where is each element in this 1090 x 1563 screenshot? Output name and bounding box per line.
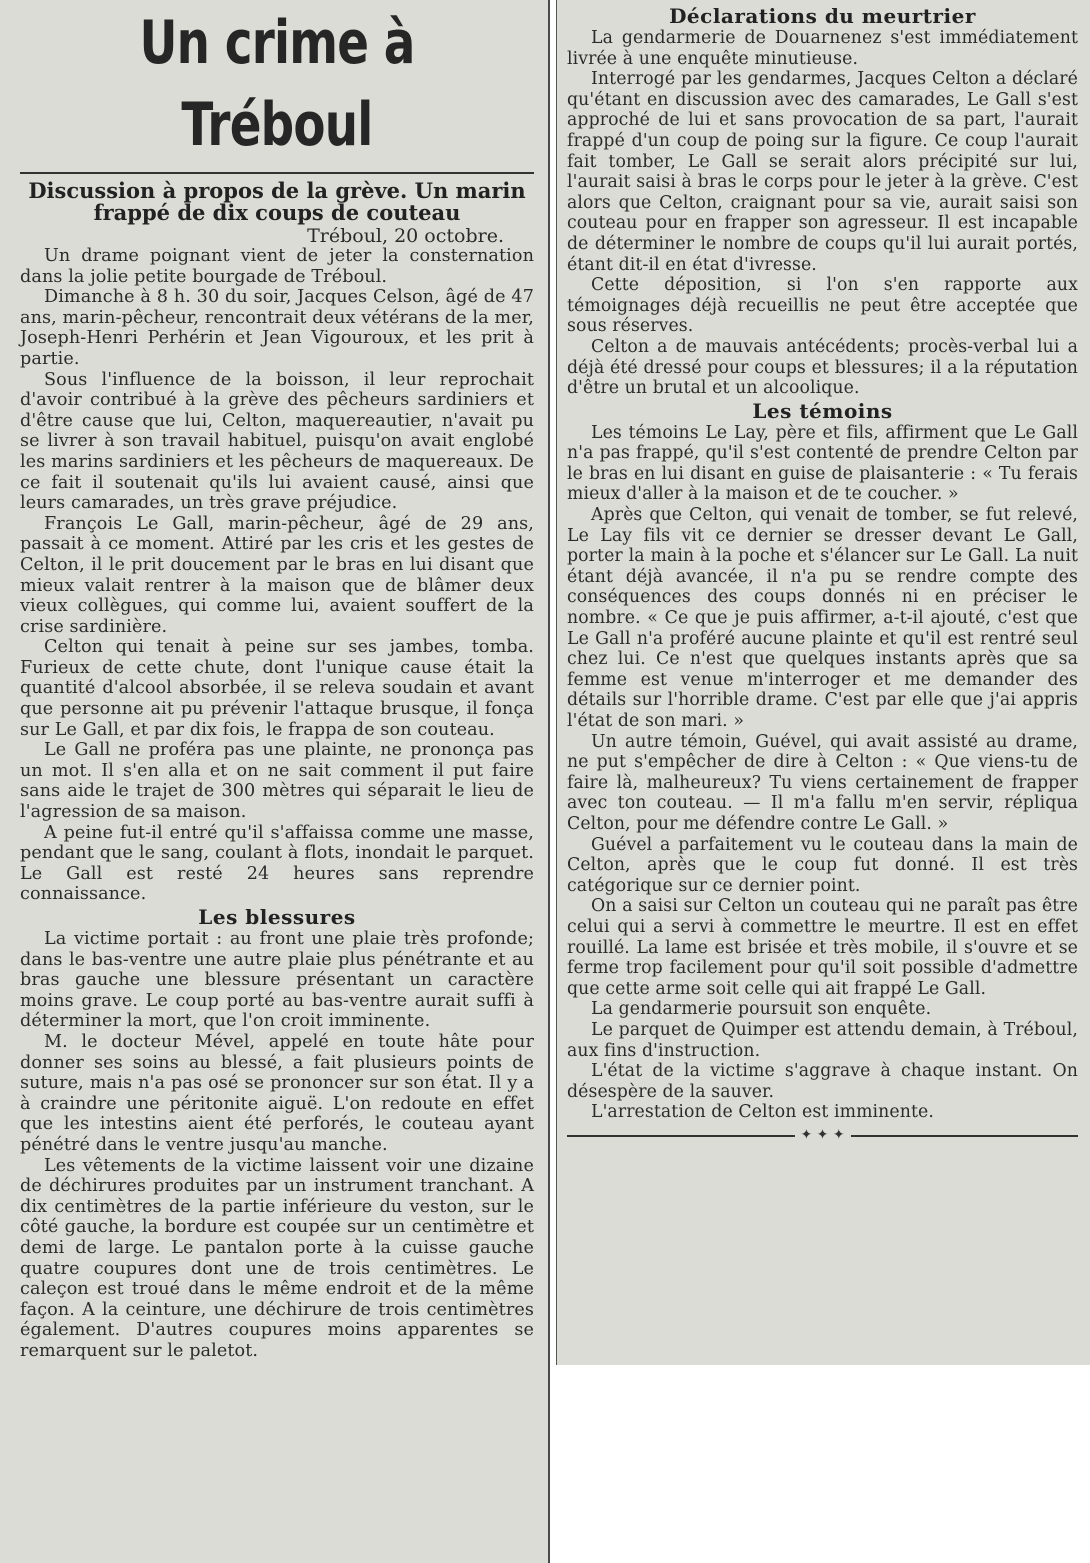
paragraph: Guével a parfaitement vu le couteau dans la main de Celton, après que le coup fut donné. Il est très catégorique sur ce dernier point. — [567, 834, 1078, 896]
end-ornament-rule — [567, 1126, 1078, 1143]
section-heading-witnesses: Les témoins — [752, 398, 893, 423]
wounds-body — [20, 929, 534, 1361]
paragraph: On a saisi sur Celton un couteau qui ne paraît pas être celui qui a servi à commettre le meurtre. Il est en effet rouillé. La lame est brisée et très mobile, il s'ouvre et se ferme trop facilement pour qu'il soit possible d'admettre que cette arme soit celle qui ait frappé Le Gall. — [567, 896, 1078, 999]
paragraph: Les témoins Le Lay, père et fils, affirment que Le Gall n'a pas frappé, qu'il s'est contenté de prendre Celton par le bras en lui disant en guise de plaisanterie : « Tu ferais mieux d'aller à la maison et de te coucher. » — [567, 422, 1078, 505]
headline-rule — [20, 172, 534, 174]
paragraph: Le Gall ne proféra pas une plainte, ne prononça pas un mot. Il s'en alla et on ne sait comment il put faire sans aide le trajet de 300 mètres qui séparait le lieu de l'agression de sa maison. — [20, 740, 534, 823]
paragraph: Dimanche à 8 h. 30 du soir, Jacques Celson, âgé de 47 ans, marin-pêcheur, rencontrait deux vétérans de la mer, Joseph-Henri Perhérin et Jean Vigouroux, et les prit à partie. — [20, 287, 534, 369]
paragraph: Celton qui tenait à peine sur ses jambes, tomba. Furieux de cette chute, dont l'unique cause était la quantité d'alcool absorbée, il se releva soudain et avant que personne ait pu prévenir l'attaque brusque, il fonça sur Le Gall, et par dix fois, le frappa de son couteau. — [20, 637, 534, 740]
witnesses-body — [567, 423, 1078, 1123]
declarations-body — [567, 28, 1078, 399]
paragraph: La victime portait : au front une plaie très profonde; dans le bas-ventre une autre plaie plus pénétrante et au bras gauche une blessure présentant un caractère moins grave. Le coup porté au bas-ventre aurait suffi à déterminer la mort, que l'on croit imminente. — [20, 929, 534, 1032]
paragraph: L'état de la victime s'aggrave à chaque instant. On désespère de la sauver. — [567, 1061, 1078, 1102]
subheadline: Discussion à propos de la grève. Un marin frappé de dix coups de couteau — [28, 178, 526, 225]
paragraph: Un drame poignant vient de jeter la consternation dans la jolie petite bourgade de Tréboul. — [20, 246, 534, 287]
paragraph: Les vêtements de la victime laissent voir une dizaine de déchirures produites par un instrument tranchant. A dix centimètres de la partie inférieure du veston, sur le côté gauche, la bordure est coupée sur un centimètre et demi de large. Le pantalon porte à la cuisse gauche quatre coupures dont une de trois centimètres. Le caleçon est troué dans le même endroit et de la même façon. A la ceinture, une déchirure de trois centimètres également. D'autres coupures moins apparentes se remarquent sur le paletot. — [20, 1155, 534, 1361]
dateline: Tréboul, 20 octobre. — [307, 225, 504, 247]
section-heading-wounds: Les blessures — [198, 905, 356, 929]
paragraph: Un autre témoin, Guével, qui avait assisté au drame, ne put s'empêcher de dire à Celton : « Que viens-tu de faire là, malheureux? Tu viens certainement de frapper avec ton couteau. — Il m'a fallu m'en servir, répliqua Celton, pour me défendre contre Le Gall. » — [567, 731, 1078, 834]
section-heading-declarations: Déclarations du meurtrier — [669, 4, 976, 28]
paragraph: Interrogé par les gendarmes, Jacques Celton a déclaré qu'étant en discussion avec des camarades, Le Gall s'est approché de lui et sans provocation de sa part, l'aurait frappé d'un coup de poing sur la figure. Ce coup l'aurait fait tomber, Le Gall se serait alors précipité sur lui, l'aurait saisi à bras le corps pour le jeter à la grève. C'est alors que Celton, craignant pour sa vie, aurait saisi son couteau pour en frapper son agresseur. Il est incapable de déterminer le nombre de coups qu'il lui aurait portés, étant dit-il en état d'ivresse. — [567, 69, 1078, 275]
paragraph: La gendarmerie de Douarnenez s'est immédiatement livrée à une enquête minutieuse. — [567, 28, 1078, 69]
paragraph: A peine fut-il entré qu'il s'affaissa comme une masse, pendant que le sang, coulant à flots, inondait le parquet. Le Gall est resté 24 heures sans reprendre connaissance. — [20, 822, 534, 905]
paragraph: Sous l'influence de la boisson, il leur reprochait d'avoir contribué à la grève des pêcheurs sardiniers et d'être cause que lui, Celton, maquereautier, n'avait pu se livrer à son travail habituel, puisqu'on avait englobé les marins sardiniers et les pêcheurs de maquereaux. De ce fait il soutenait qu'ils lui avaient causé, ainsi que leurs camarades, un très grave préjudice. — [20, 369, 534, 514]
paragraph: L'arrestation de Celton est imminente. — [591, 1102, 934, 1123]
right-column — [556, 0, 1090, 1365]
paragraph: Celton a de mauvais antécédents; procès-verbal lui a déjà été dressé pour coups et blessures; il a la réputation d'être un brutal et un alcoolique. — [567, 336, 1078, 399]
paragraph: Après que Celton, qui venait de tomber, se fut relevé, Le Lay fils vit ce dernier se dresser devant Le Gall, porter la main à la poche et s'élancer sur Le Gall. La nuit étant déjà avancée, il n'a pu se rendre compte des conséquences des coups donnés ni en préciser le nombre. « Ce que je puis affirmer, a-t-il ajouté, c'est que Le Gall n'a proféré aucune plainte et qu'il est rentré seul chez lui. Ce n'est que quelques instants après que sa femme est venue m'interroger et me demander des détails sur l'horrible drame. C'est par elle que j'ai appris l'état de son mari. » — [567, 505, 1078, 731]
paragraph: M. le docteur Mével, appelé en toute hâte pour donner ses soins au blessé, a fait plusieurs points de suture, mais n'a pas osé se prononcer sur son état. Il y a à craindre une péritonite aiguë. L'on redoute en effet que les intestins aient été perforés, le couteau ayant pénétré dans le ventre jusqu'au manche. — [20, 1031, 534, 1155]
paragraph: Cette déposition, si l'on s'en rapporte aux témoignages déjà recueillis ne peut être acceptée que sous réserves. — [567, 275, 1078, 337]
headline: Un crime à Tréboul — [139, 8, 415, 160]
ornament-icon: ✦ ✦ ✦ — [794, 1127, 850, 1143]
paragraph: Le parquet de Quimper est attendu demain, à Tréboul, aux fins d'instruction. — [567, 1019, 1078, 1061]
paragraph: La gendarmerie poursuit son enquête. — [591, 999, 932, 1020]
paragraph: François Le Gall, marin-pêcheur, âgé de 29 ans, passait à ce moment. Attiré par les cris et les gestes de Celton, il le prit doucement par le bras en lui disant que mieux valait rentrer à la maison que de blâmer deux vieux collègues, qui comme lui, avaient souffert de la crise sardinière. — [20, 513, 534, 637]
intro-body — [20, 246, 534, 905]
